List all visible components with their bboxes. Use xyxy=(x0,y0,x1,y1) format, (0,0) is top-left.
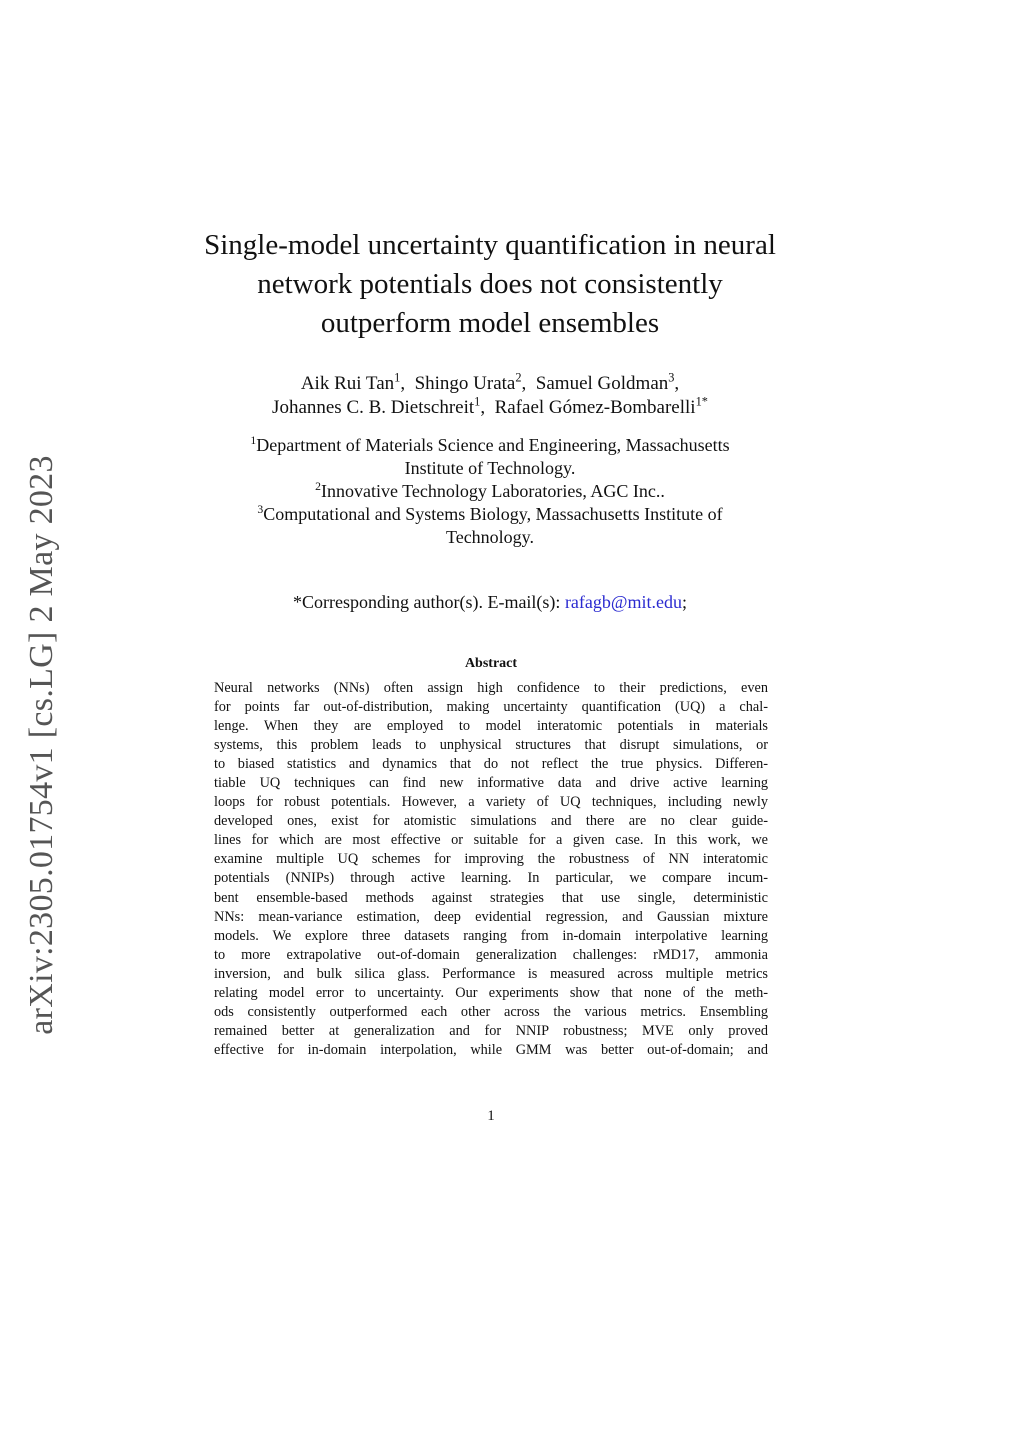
affiliation-line: Institute of Technology. xyxy=(404,458,576,478)
abstract-line: examine multiple UQ schemes for improving the robustness of NN interatomic xyxy=(214,851,768,868)
abstract-line: for points far out-of-distribution, making uncertainty quantification (UQ) a chal- xyxy=(214,699,768,716)
abstract-line: to more extrapolative out-of-domain generalization challenges: rMD17, ammonia xyxy=(214,946,768,963)
abstract-line: relating model error to uncertainty. Our experiments show that none of the meth- xyxy=(214,984,768,1001)
abstract-line: ods consistently outperformed each other across the various metrics. Ensembling xyxy=(214,1003,768,1020)
abstract-line: tiable UQ techniques can find new informative data and drive active learning xyxy=(214,775,768,792)
abstract-line: potentials (NNIPs) through active learning. In particular, we compare incum- xyxy=(214,870,768,887)
paper-title xyxy=(0,226,980,343)
author-list: Aik Rui Tan$^1$, Shingo Urata$^2$, Samuel Goldman$^3$, Johannes C. B. Dietschreit$^1$, Rafael Gómez-Bombarelli$^{1*}$ xyxy=(272,370,708,418)
abstract-line: lines for which are most effective or suitable for a given case. In this work, we xyxy=(214,832,768,849)
author: Johannes C. B. Dietschreit$^1$ xyxy=(272,394,481,418)
abstract-line: loops for robust potentials. However, a variety of UQ techniques, including newly xyxy=(214,794,768,811)
affiliation: $^3$Computational and Systems Biology, Massachusetts Institute of xyxy=(257,503,723,524)
affiliation: $^1$Department of Materials Science and Engineering, Massachusetts xyxy=(250,434,730,455)
title-line: network potentials does not consistently xyxy=(257,268,723,300)
abstract-line: lenge. When they are employed to model interatomic potentials in materials xyxy=(214,718,768,735)
arxiv-side-identifier: arXiv:2305.01754v1 [cs.LG] 2 May 2023 xyxy=(23,455,60,1035)
abstract-line: remained better at generalization and for NNIP robustness; MVE only proved xyxy=(214,1022,768,1039)
author: Shingo Urata$^2$ xyxy=(414,370,522,394)
author: Samuel Goldman$^3$ xyxy=(535,370,675,394)
title-line: Single-model uncertainty quantification in neural xyxy=(204,229,776,261)
abstract-line: effective for in-domain interpolation, while GMM was better out-of-domain; and xyxy=(214,1041,768,1058)
email-link[interactable]: rafagb@mit.edu xyxy=(564,592,682,612)
page-number: 1 xyxy=(487,1108,495,1124)
abstract-line: models. We explore three datasets ranging from in-domain interpolative learning xyxy=(214,927,768,944)
abstract-line: to biased statistics and dynamics that do not reflect the true physics. Differen- xyxy=(214,756,768,773)
abstract-line: developed ones, exist for atomistic simulations and there are no clear guide- xyxy=(214,813,768,830)
corresponding-author: *Corresponding author(s). E-mail(s): rafagb@mit.edu; xyxy=(292,592,687,612)
title-line: outperform model ensembles xyxy=(320,307,660,339)
abstract-line: NNs: mean-variance estimation, deep evidential regression, and Gaussian mixture xyxy=(214,908,768,925)
abstract-body xyxy=(214,679,768,1060)
abstract-heading: Abstract xyxy=(464,656,518,671)
abstract-line: Neural networks (NNs) often assign high confidence to their predictions, even xyxy=(214,680,768,696)
abstract-line: bent ensemble-based methods against strategies that use single, deterministic xyxy=(214,889,768,906)
affiliation: $^2$Innovative Technology Laboratories, AGC Inc.. xyxy=(315,480,665,501)
affiliation-line: Technology. xyxy=(445,527,535,547)
abstract-line: systems, this problem leads to unphysical structures that disrupt simulations, or xyxy=(214,737,768,754)
author: Rafael Gómez-Bombarelli$^{1*}$ xyxy=(494,394,708,418)
affiliations xyxy=(0,434,980,549)
abstract-line: inversion, and bulk silica glass. Performance is measured across multiple metrics xyxy=(214,965,768,982)
author: Aik Rui Tan$^1$ xyxy=(300,370,401,394)
